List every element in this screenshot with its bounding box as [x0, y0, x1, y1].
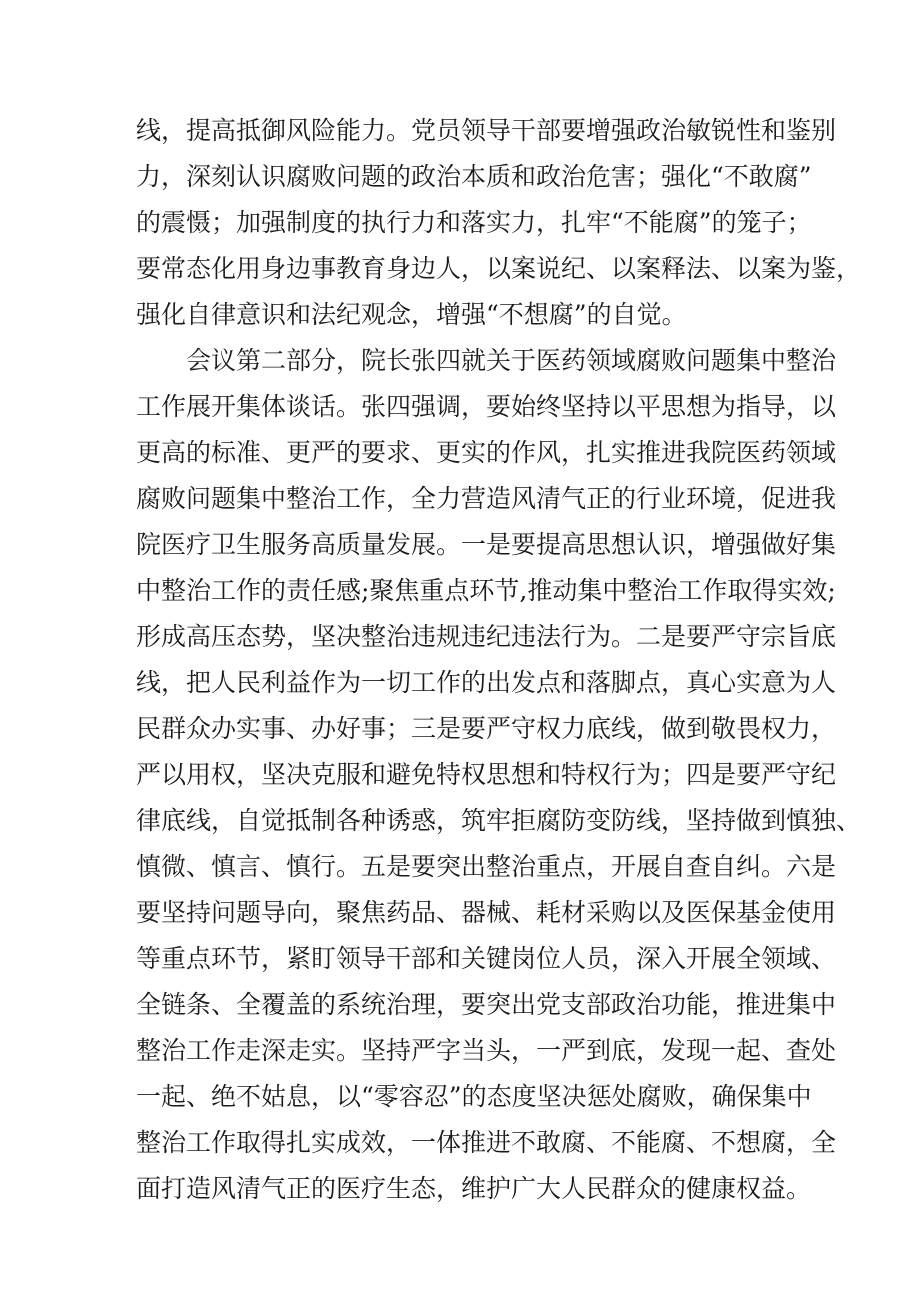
text-line: 会议第二部分，院长张四就关于医药领域腐败问题集中整治	[186, 346, 837, 375]
text-line: 全链条、全覆盖的系统治理，要突出党支部政治功能，推进集中	[136, 990, 837, 1019]
text-line: 慎微、慎言、慎行。五是要突出整治重点，开展自查自纠。六是	[136, 852, 837, 881]
paragraph-2	[136, 338, 862, 1212]
text-line: 严以用权，坚决克服和避免特权思想和特权行为；四是要严守纪	[136, 760, 837, 789]
text-line: 整治工作取得扎实成效，一体推进不敢腐、不能腐、不想腐，全	[136, 1128, 837, 1157]
text-line: 更高的标准、更严的要求、更实的作风，扎实推进我院医药领域	[136, 438, 837, 467]
text-line: 的震慑；加强制度的执行力和落实力，扎牢“不能腐”的笼子；	[136, 208, 812, 237]
text-line: 院医疗卫生服务高质量发展。一是要提高思想认识，增强做好集	[136, 530, 837, 559]
text-line: 中整治工作的责任感;聚焦重点环节,推动集中整治工作取得实效;	[136, 576, 836, 605]
text-line: 强化自律意识和法纪观念，增强“不想腐”的自觉。	[136, 300, 687, 329]
text-line: 工作展开集体谈话。张四强调，要始终坚持以平思想为指导，以	[136, 392, 837, 421]
paragraph-1	[136, 108, 862, 338]
text-line: 腐败问题集中整治工作，全力营造风清气正的行业环境，促进我	[136, 484, 837, 513]
text-line: 面打造风清气正的医疗生态，维护广大人民群众的健康权益。	[136, 1174, 812, 1203]
text-line: 线，提高抵御风险能力。党员领导干部要增强政治敏锐性和鉴别	[136, 116, 837, 145]
text-line: 民群众办实事、办好事；三是要严守权力底线，做到敬畏权力，	[136, 714, 837, 743]
text-line: 要坚持问题导向，聚焦药品、器械、耗材采购以及医保基金使用	[136, 898, 837, 927]
text-line: 线，把人民利益作为一切工作的出发点和落脚点，真心实意为人	[136, 668, 837, 697]
text-line: 律底线，自觉抵制各种诱惑，筑牢拒腐防变防线，坚持做到慎独、	[136, 806, 862, 835]
text-line: 等重点环节，紧盯领导干部和关键岗位人员，深入开展全领域、	[136, 944, 837, 973]
text-line: 形成高压态势，坚决整治违规违纪违法行为。二是要严守宗旨底	[136, 622, 837, 651]
text-line: 一起、绝不姑息，以“零容忍”的态度坚决惩处腐败，确保集中	[136, 1082, 812, 1111]
document-body	[136, 108, 862, 1212]
text-line: 力，深刻认识腐败问题的政治本质和政治危害；强化“不敢腐”	[136, 162, 812, 191]
text-line: 整治工作走深走实。坚持严字当头，一严到底，发现一起、查处	[136, 1036, 837, 1065]
text-line: 要常态化用身边事教育身边人，以案说纪、以案释法、以案为鉴，	[136, 254, 862, 283]
